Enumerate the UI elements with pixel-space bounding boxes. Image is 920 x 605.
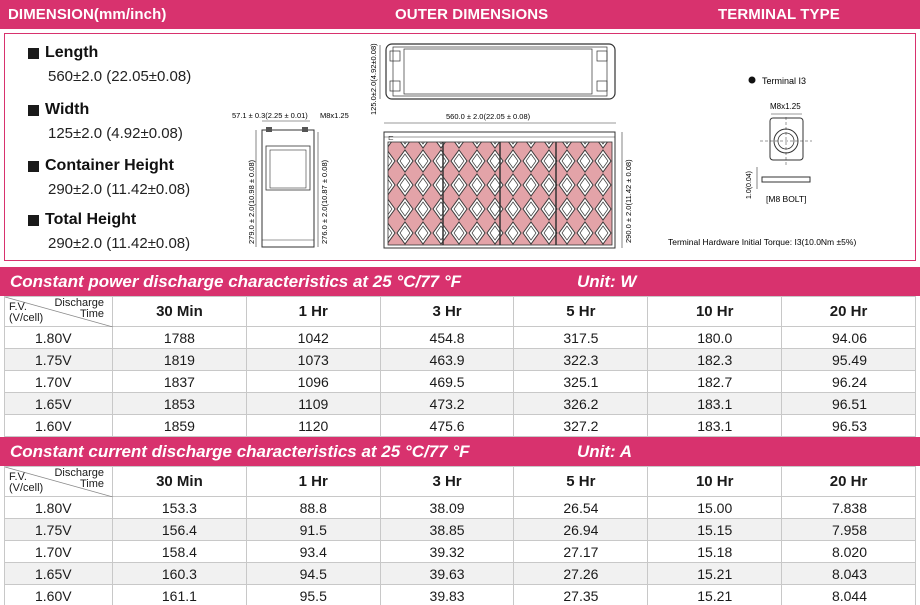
value-cell: 322.3 [514, 349, 648, 371]
corner-vcell: (V/cell) [9, 482, 44, 494]
value-cell: 469.5 [380, 371, 514, 393]
top-view [369, 43, 615, 115]
final-voltage-cell: 1.80V [5, 497, 113, 519]
value-cell: 182.7 [648, 371, 782, 393]
top-width-dim: 125.0±2.0(4.92±0.08) [369, 43, 378, 115]
table-row [5, 371, 916, 393]
value-cell: 473.2 [380, 393, 514, 415]
value-cell: 94.06 [782, 327, 916, 349]
value-cell: 95.5 [246, 585, 380, 605]
table-row [5, 497, 916, 519]
final-voltage-cell: 1.70V [5, 541, 113, 563]
value-cell: 183.1 [648, 415, 782, 437]
final-voltage-cell: 1.65V [5, 563, 113, 585]
value-cell: 8.020 [782, 541, 916, 563]
column-header: 30 Min [113, 297, 247, 327]
value-cell: 94.5 [246, 563, 380, 585]
side-bolt-label: M8x1.25 [320, 111, 349, 120]
value-cell: 160.3 [113, 563, 247, 585]
side-top-dim: 57.1 ± 0.3(2.25 ± 0.01) [232, 111, 308, 120]
table-corner-header [5, 297, 113, 327]
table-row [5, 415, 916, 437]
value-cell: 15.00 [648, 497, 782, 519]
value-cell: 38.09 [380, 497, 514, 519]
final-voltage-cell: 1.70V [5, 371, 113, 393]
column-header: 1 Hr [246, 297, 380, 327]
final-voltage-cell: 1.65V [5, 393, 113, 415]
column-header: 20 Hr [782, 297, 916, 327]
value-cell: 1109 [246, 393, 380, 415]
value-cell: 454.8 [380, 327, 514, 349]
value-cell: 26.54 [514, 497, 648, 519]
outer-dimension-drawing [0, 29, 920, 265]
final-voltage-cell: 1.80V [5, 327, 113, 349]
value-cell: 1042 [246, 327, 380, 349]
value-cell: 39.32 [380, 541, 514, 563]
corner-discharge: Discharge [54, 467, 104, 479]
value-cell: 15.21 [648, 585, 782, 605]
terminal-type-title: TERMINAL TYPE [718, 6, 840, 23]
spec-label: Total Height [45, 211, 137, 228]
spec-value: 560±2.0 (22.05±0.08) [48, 68, 192, 85]
value-cell: 161.1 [113, 585, 247, 605]
value-cell: 182.3 [648, 349, 782, 371]
value-cell: 15.15 [648, 519, 782, 541]
value-cell: 7.838 [782, 497, 916, 519]
value-cell: 326.2 [514, 393, 648, 415]
front-view [384, 112, 633, 248]
value-cell: 1120 [246, 415, 380, 437]
spec-label: Length [45, 44, 99, 61]
value-cell: 39.83 [380, 585, 514, 605]
table-row [5, 585, 916, 605]
front-height-dim: 290.0 ± 2.0(11.42 ± 0.08) [624, 159, 633, 243]
value-cell: 475.6 [380, 415, 514, 437]
value-cell: 27.17 [514, 541, 648, 563]
final-voltage-cell: 1.75V [5, 519, 113, 541]
value-cell: 1859 [113, 415, 247, 437]
terminal-diagram [668, 76, 856, 247]
value-cell: 1837 [113, 371, 247, 393]
power-table-title: Constant power discharge characteristics at 25 °C/77 °F [10, 272, 462, 291]
column-header: 30 Min [113, 467, 247, 497]
value-cell: 8.043 [782, 563, 916, 585]
corner-vcell: (V/cell) [9, 312, 44, 324]
value-cell: 91.5 [246, 519, 380, 541]
value-cell: 96.53 [782, 415, 916, 437]
current-discharge-table [4, 466, 916, 605]
table-row [5, 519, 916, 541]
value-cell: 1788 [113, 327, 247, 349]
current-table-title-bar [0, 437, 920, 466]
table-row [5, 327, 916, 349]
value-cell: 1073 [246, 349, 380, 371]
table-corner-header [5, 467, 113, 497]
value-cell: 153.3 [113, 497, 247, 519]
column-header: 3 Hr [380, 297, 514, 327]
value-cell: 8.044 [782, 585, 916, 605]
column-header: 3 Hr [380, 467, 514, 497]
spec-label: Container Height [45, 157, 174, 174]
current-table-unit: Unit: A [577, 442, 633, 461]
table-row [5, 541, 916, 563]
corner-time: Time [79, 308, 104, 320]
value-cell: 183.1 [648, 393, 782, 415]
terminal-torque: Terminal Hardware Initial Torque: I3(10.0Nm ±5%) [668, 237, 857, 247]
value-cell: 15.18 [648, 541, 782, 563]
outer-dimensions-title: OUTER DIMENSIONS [395, 6, 549, 23]
value-cell: 93.4 [246, 541, 380, 563]
value-cell: 325.1 [514, 371, 648, 393]
header-bar [0, 0, 920, 29]
table-row [5, 349, 916, 371]
dimension-title: DIMENSION(mm/inch) [8, 6, 167, 23]
value-cell: 180.0 [648, 327, 782, 349]
value-cell: 327.2 [514, 415, 648, 437]
power-table-unit: Unit: W [577, 272, 637, 291]
side-view [232, 111, 349, 247]
value-cell: 158.4 [113, 541, 247, 563]
corner-discharge: Discharge [54, 297, 104, 309]
value-cell: 88.8 [246, 497, 380, 519]
table-row [5, 563, 916, 585]
column-header: 1 Hr [246, 467, 380, 497]
spec-label: Width [45, 101, 90, 118]
value-cell: 27.26 [514, 563, 648, 585]
column-header: 5 Hr [514, 467, 648, 497]
value-cell: 156.4 [113, 519, 247, 541]
power-table-title-bar [0, 267, 920, 296]
value-cell: 7.958 [782, 519, 916, 541]
terminal-bolt: [M8 BOLT] [766, 194, 807, 204]
value-cell: 96.24 [782, 371, 916, 393]
final-voltage-cell: 1.60V [5, 585, 113, 605]
front-length-dim: 560.0 ± 2.0(22.05 ± 0.08) [446, 112, 531, 121]
value-cell: 1853 [113, 393, 247, 415]
value-cell: 95.49 [782, 349, 916, 371]
value-cell: 317.5 [514, 327, 648, 349]
value-cell: 27.35 [514, 585, 648, 605]
corner-fv: F.V. [9, 301, 27, 313]
terminal-thread: M8x1.25 [770, 102, 801, 111]
corner-fv: F.V. [9, 471, 27, 483]
spec-value: 290±2.0 (11.42±0.08) [48, 181, 191, 198]
value-cell: 26.94 [514, 519, 648, 541]
side-height-1: 279.0 ± 2.0(10.98 ± 0.08) [247, 159, 256, 244]
column-header: 5 Hr [514, 297, 648, 327]
column-header: 20 Hr [782, 467, 916, 497]
column-header: 10 Hr [648, 297, 782, 327]
value-cell: 15.21 [648, 563, 782, 585]
dimension-panel [0, 29, 920, 265]
final-voltage-cell: 1.60V [5, 415, 113, 437]
value-cell: 38.85 [380, 519, 514, 541]
svg-text:⊏: ⊏ [388, 135, 394, 142]
corner-time: Time [79, 478, 104, 490]
side-height-2: 276.0 ± 2.0(10.87 ± 0.08) [320, 159, 329, 244]
spec-value: 125±2.0 (4.92±0.08) [48, 125, 183, 142]
table-row [5, 393, 916, 415]
spec-value: 290±2.0 (11.42±0.08) [48, 235, 191, 252]
current-table-title: Constant current discharge characteristics at 25 °C/77 °F [10, 442, 470, 461]
value-cell: 1096 [246, 371, 380, 393]
value-cell: 463.9 [380, 349, 514, 371]
column-header: 10 Hr [648, 467, 782, 497]
value-cell: 1819 [113, 349, 247, 371]
power-discharge-table [4, 296, 916, 437]
final-voltage-cell: 1.75V [5, 349, 113, 371]
terminal-name: Terminal I3 [762, 76, 807, 86]
terminal-thickness: 1.0(0.04) [746, 170, 753, 199]
value-cell: 96.51 [782, 393, 916, 415]
value-cell: 39.63 [380, 563, 514, 585]
